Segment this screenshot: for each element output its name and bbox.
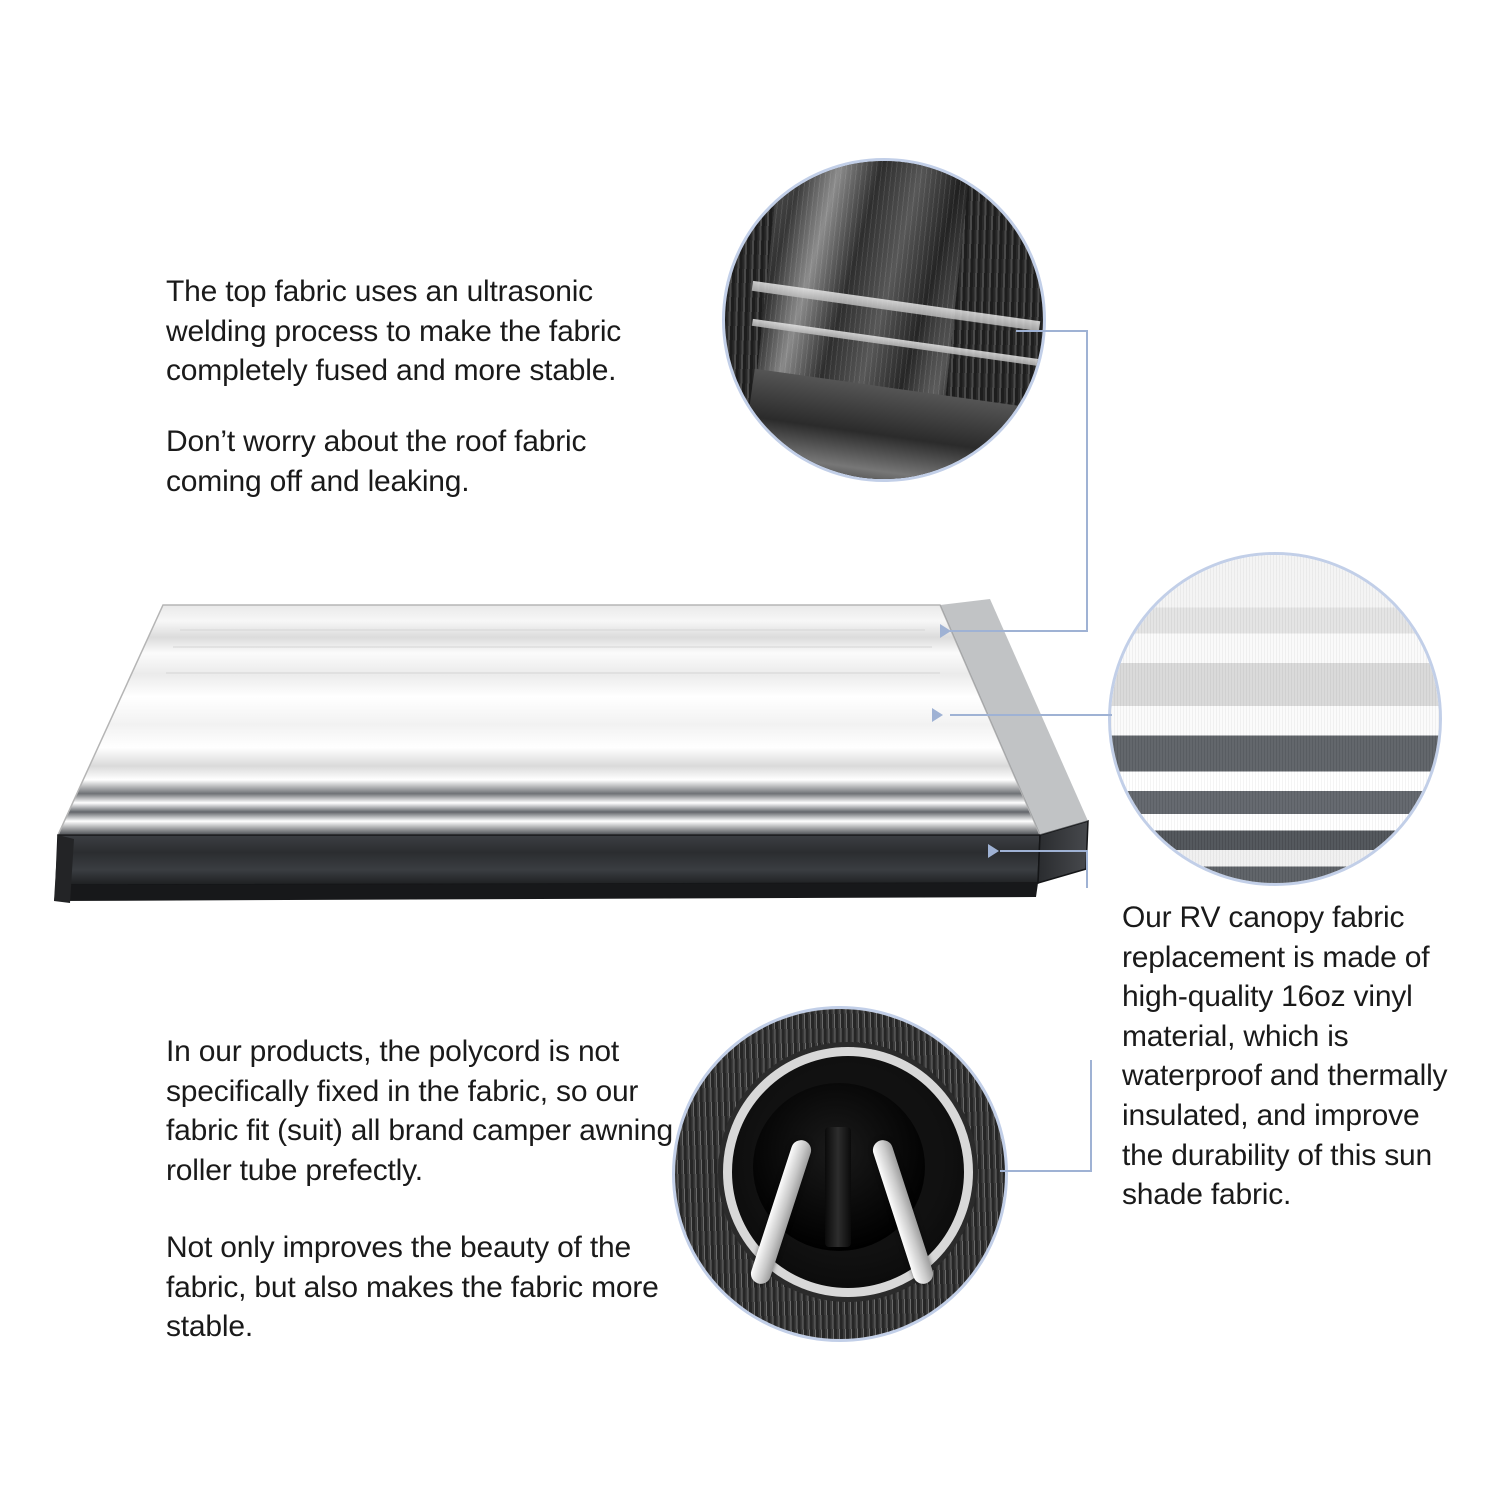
callout-text-bottom-left-1: In our products, the polycord is not specifically fixed in the fabric, so our fabric fit (suit) all brand camper awning roller tube prefectly. — [166, 1035, 674, 1187]
connector-line-rolled-fabric-v — [1086, 330, 1088, 630]
awning-canopy-illustration — [30, 585, 1095, 925]
awning-front-valance — [56, 835, 1040, 885]
roller-tube-cross-section-photo — [672, 1006, 1008, 1342]
connector-line-tube-v — [1090, 1060, 1092, 1172]
connector-arrow-stripe — [932, 708, 943, 722]
connector-line-rolled-fabric-h2 — [950, 630, 1088, 632]
connector-line-rolled-fabric-h1 — [1016, 330, 1088, 332]
awning-top-surface — [58, 605, 1040, 835]
roller-tube-slot — [825, 1127, 851, 1247]
callout-text-bottom-right-1: Our RV canopy fabric replacement is made of high-quality 16oz vinyl material, which is waterproof and thermally insulated, and improve the durability of this sun shade fabric. — [1122, 901, 1448, 1212]
connector-line-tube-h — [1000, 1170, 1092, 1172]
connector-line-stripe-h — [950, 714, 1112, 716]
fabric-weave-texture — [1111, 555, 1439, 883]
awning-bottom-edge — [54, 883, 1038, 901]
callout-text-bottom-left-2: Not only improves the beauty of the fabric, but also makes the fabric more stable. — [166, 1231, 659, 1344]
striped-fabric-closeup-photo — [1108, 552, 1442, 886]
connector-arrow-valance — [988, 844, 999, 858]
callout-text-top-left-2: Don’t worry about the roof fabric coming off and leaking. — [166, 425, 587, 498]
connector-line-valance-v — [1086, 850, 1088, 888]
connector-arrow-rolled-fabric — [940, 624, 951, 638]
connector-line-valance-h — [1000, 850, 1088, 852]
rolled-fabric-photo — [722, 158, 1046, 482]
callout-text-top-left-1: The top fabric uses an ultrasonic welding process to make the fabric completely fused and more stable. — [166, 275, 622, 388]
